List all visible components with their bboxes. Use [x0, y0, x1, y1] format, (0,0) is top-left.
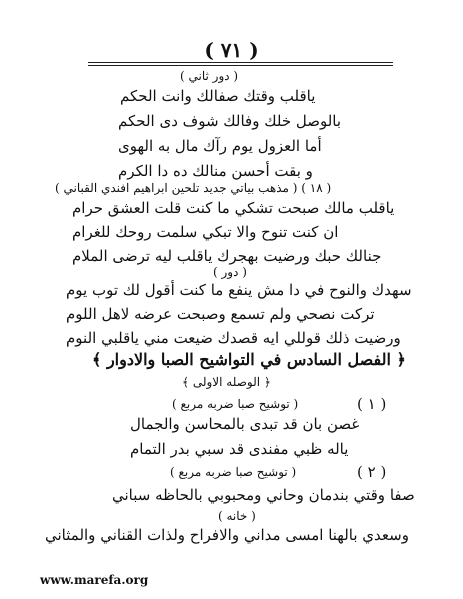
verse-line: ورضيت ذلك قوللي ايه قصدك ضيعت مني ياقلبي النوم: [66, 329, 401, 347]
subheading-round: ( دور ): [213, 265, 247, 279]
verse-line: ياقلب وقتك صفالك وانت الحكم: [120, 87, 316, 105]
header-rule: [88, 62, 393, 63]
verse-line: تركت نصحي ولم تسمع وصبحت عرضه لاهل اللوم: [66, 305, 375, 323]
verse-line: سهدك والنوح في دا مش ينفع ما كنت أقول لك توب يوم: [66, 281, 412, 299]
song-heading-1: ( توشيح صبا ضربه مربع ): [172, 397, 299, 411]
source-url: www.marefa.org: [40, 573, 149, 587]
section-heading-first-connection: ﴿ الوصله الاولى ﴾: [182, 375, 271, 389]
verse-line: صفا وقتي بندمان وحاني ومحبوبي بالحاظه سباني: [112, 486, 415, 504]
verse-line: ياقلب مالك صبحت تشكي ما كنت قلت العشق حرام: [72, 199, 395, 217]
verse-line: أما العزول يوم رآك مال به الهوى: [118, 137, 322, 155]
verse-line: ان كنت تنوح والا تبكي سلمت روحك للغرام: [72, 223, 339, 241]
verse-line: غصن بان قد تبدى بالمحاسن والجمال: [130, 415, 360, 433]
verse-line: جنالك حبك ورضيت بهجرك ياقلب ليه ترضى الملام: [72, 247, 382, 265]
subheading-conclusion: ( خانه ): [218, 509, 256, 523]
song-heading-18: ( ١٨ ) ( مذهب بياتي جديد تلحين ابراهيم افندي القباني ): [55, 181, 332, 195]
song-heading-2: ( توشيح صبا ضربه مربع ): [170, 465, 297, 479]
verse-line: ياله ظبي مفندى قد سبي بدر التمام: [130, 440, 349, 458]
item-number-2: ( ٢ ): [357, 463, 387, 481]
header-rule-double: [88, 65, 393, 66]
verse-line: وسعدي بالهنا امسى مداني والافراح ولذات القناني والمثاني: [45, 526, 409, 544]
subheading-second-round: ( دور ثاني ): [180, 69, 239, 83]
verse-line: و بقت أحسن منالك ده دا الكرم: [118, 162, 313, 180]
chapter-heading: ﴿ الفصل السادس في التواشيح الصبا والادوار ﴾: [92, 350, 406, 369]
item-number-1: ( ١ ): [357, 395, 387, 413]
verse-line: بالوصل خلك وفالك شوف دى الحكم: [118, 112, 342, 130]
page-number: ( ٧١ ): [204, 38, 259, 62]
